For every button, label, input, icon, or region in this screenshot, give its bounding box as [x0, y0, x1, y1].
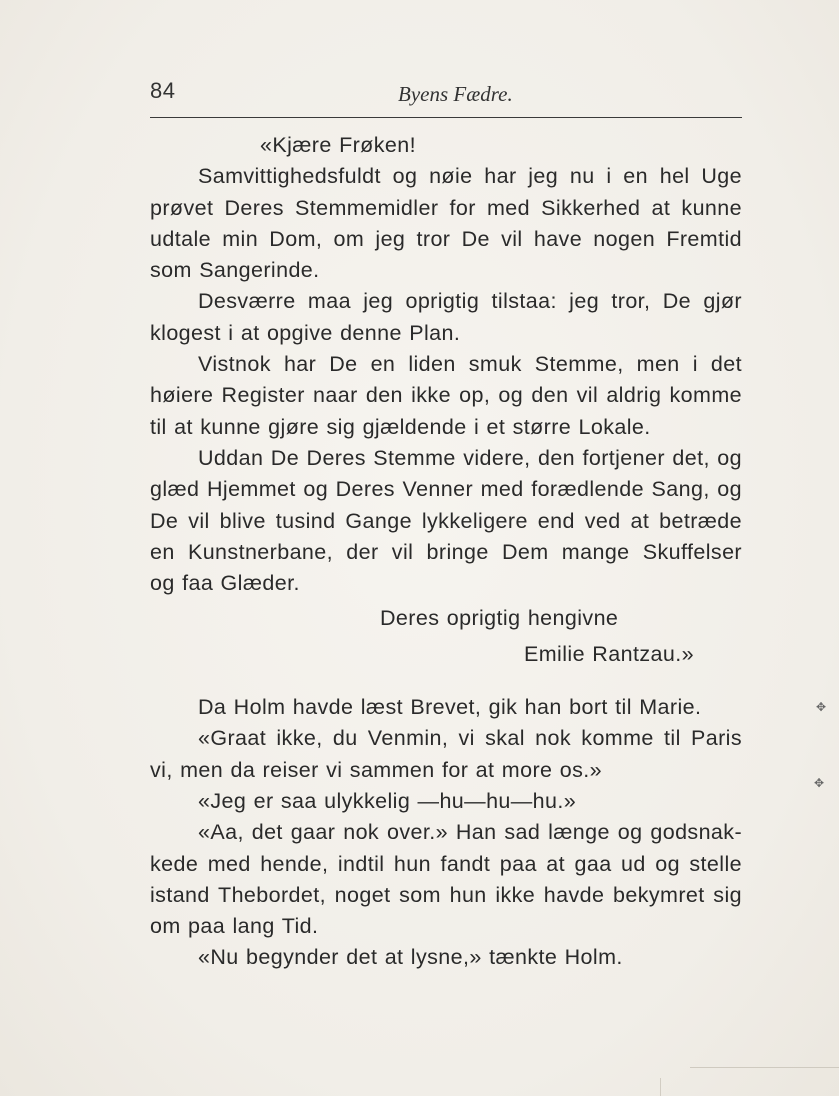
text-line: kede med hende, indtil hun fandt paa at gaa ud og stelle: [150, 851, 742, 876]
paragraph-3: [150, 349, 742, 443]
paragraph-8: [150, 817, 742, 942]
page-edge-line: [660, 1078, 661, 1096]
text-line: prøvet Deres Stemmemidler for med Sikkerhed at kunne: [150, 195, 742, 220]
margin-speck-icon: ✥: [816, 700, 827, 714]
text-line: De vil blive tusind Gange lykkeligere end ved at betræde: [150, 508, 742, 533]
text-line: vi, men da reiser vi sammen for at more os.»: [150, 757, 602, 782]
page-body: [150, 130, 742, 974]
text-line: «Aa, det gaar nok over.» Han sad længe og godsnak-: [198, 820, 742, 845]
text-line: en Kunstnerbane, der vil bringe Dem mange Skuffelser: [150, 539, 742, 564]
page-header: [150, 76, 740, 114]
text-line: «Jeg er saa ulykkelig —hu—hu—hu.»: [198, 788, 577, 813]
text-line: «Graat ikke, du Venmin, vi skal nok komme til Paris: [198, 726, 742, 751]
header-rule: [150, 117, 742, 118]
text-line: «Nu begynder det at lysne,» tænkte Holm.: [198, 945, 623, 970]
text-line: istand Thebordet, noget som hun ikke havde bekymret sig: [150, 882, 742, 907]
text-line: som Sangerinde.: [150, 258, 320, 283]
letter-signature: Emilie Rantzau.»: [524, 641, 694, 666]
section-gap: [150, 670, 742, 692]
text-line: udtale min Dom, om jeg tror De vil have nogen Fremtid: [150, 226, 742, 251]
text-line: Uddan De Deres Stemme videre, den fortjener det, og: [198, 445, 742, 470]
paragraph-9: [150, 942, 742, 973]
paragraph-5: [150, 692, 742, 723]
text-line: glæd Hjemmet og Deres Venner med forædlende Sang, og: [150, 477, 742, 502]
text-line: til at kunne gjøre sig gjældende i et større Lokale.: [150, 414, 651, 439]
text-line: høiere Register naar den ikke op, og den vil aldrig komme: [150, 383, 742, 408]
paragraph-6: [150, 723, 742, 786]
text-line: Desværre maa jeg oprigtig tilstaa: jeg tror, De gjør: [198, 289, 742, 314]
text-line: Vistnok har De en liden smuk Stemme, men i det: [198, 352, 742, 377]
page-number: 84: [150, 78, 176, 103]
paragraph-2: [150, 286, 742, 349]
letter-closing: Deres oprigtig hengivne: [380, 606, 619, 631]
letter-salutation: «Kjære Frøken!: [260, 133, 416, 157]
text-line: om paa lang Tid.: [150, 914, 319, 939]
margin-speck-icon: ✥: [814, 776, 825, 790]
paragraph-1: [150, 161, 742, 286]
paragraph-7: [150, 786, 742, 817]
text-line: Da Holm havde læst Brevet, gik han bort til Marie.: [198, 695, 702, 720]
text-line: og faa Glæder.: [150, 571, 300, 596]
text-line: Samvittighedsfuldt og nøie har jeg nu i en hel Uge: [198, 164, 742, 189]
running-head: Byens Fædre.: [398, 82, 513, 106]
text-line: klogest i at opgive denne Plan.: [150, 320, 461, 345]
page-edge-line: [690, 1067, 839, 1068]
paragraph-4: [150, 443, 742, 599]
